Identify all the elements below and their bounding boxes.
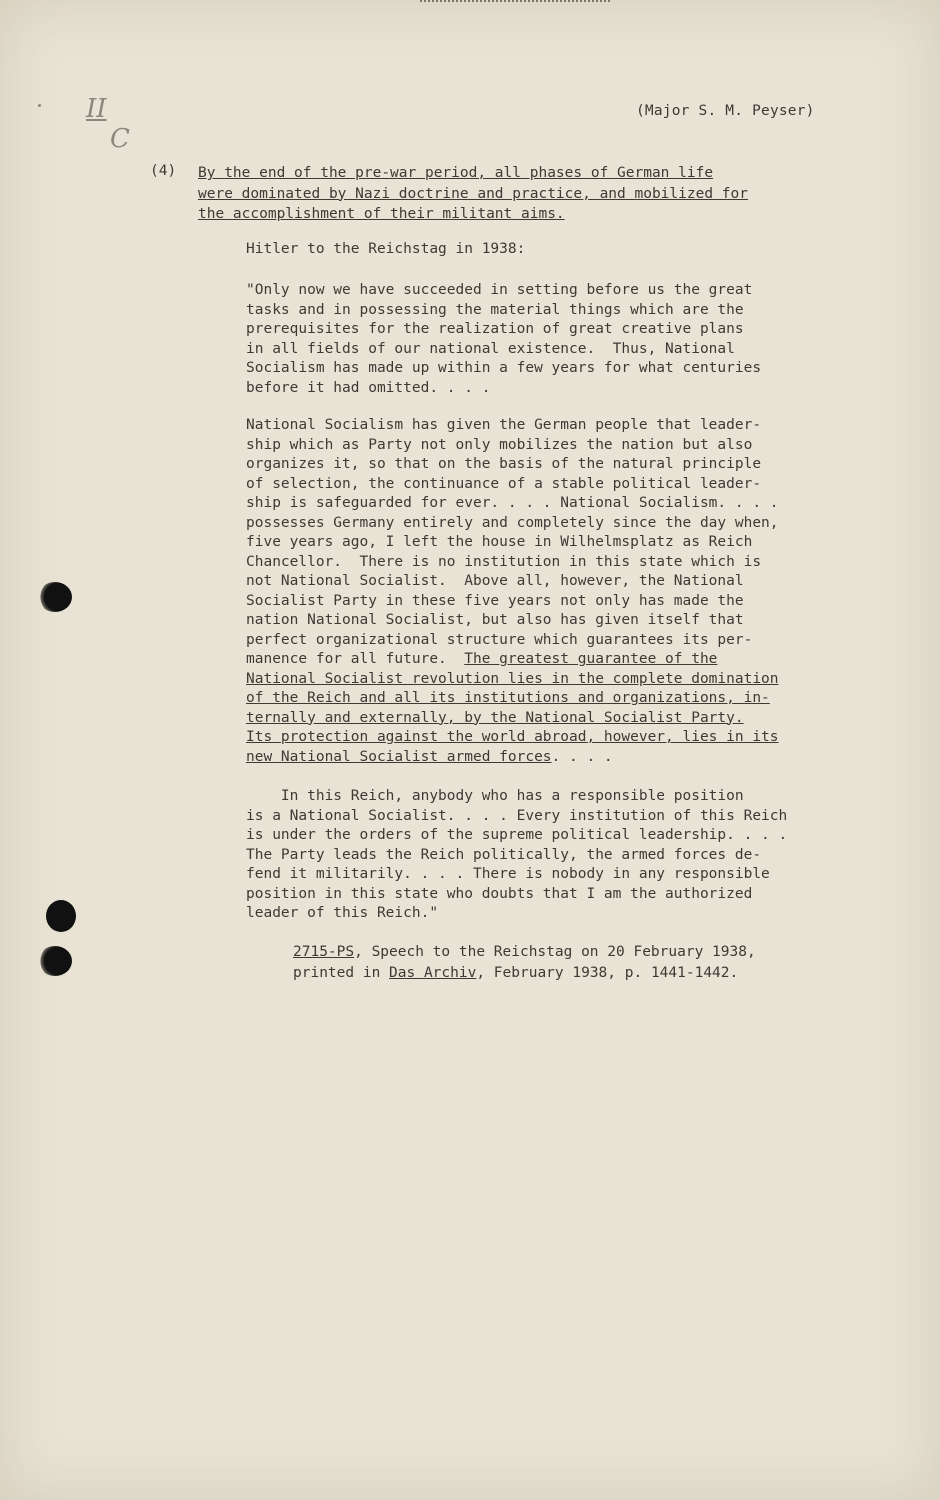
text-line: The Party leads the Reich politically, the armed forces de- bbox=[246, 846, 762, 863]
handwritten-mark-sub: C bbox=[110, 124, 130, 154]
citation-doc-id: 2715-PS bbox=[293, 944, 355, 960]
citation-line bbox=[293, 963, 756, 984]
heading-line: the accomplishment of their militant aims. bbox=[198, 206, 565, 222]
heading-line: were dominated by Nazi doctrine and practice, and mobilized for bbox=[198, 185, 748, 202]
text-segment: manence for all future. bbox=[246, 651, 465, 667]
top-edge-marks bbox=[420, 0, 610, 5]
underlined-line: of the Reich and all its institutions and organizations, in- bbox=[246, 690, 770, 706]
text-line: organizes it, so that on the basis of the natural principle bbox=[246, 456, 762, 472]
text-line: nation National Socialist, but also has given itself that bbox=[246, 612, 744, 628]
quote-paragraph-3 bbox=[246, 787, 866, 924]
text-line: possesses Germany entirely and completely since the day when, bbox=[246, 514, 779, 531]
margin-tick-mark bbox=[38, 104, 41, 107]
heading-line: By the end of the pre-war period, all phases of German life bbox=[198, 165, 714, 181]
text-line: is a National Socialist. . . . Every institution of this Reich bbox=[246, 807, 788, 824]
quote-paragraph-1 bbox=[246, 281, 866, 398]
text-line: tasks and in possessing the material things which are the bbox=[246, 301, 744, 318]
citation-text: , February 1938, p. 1441-1442. bbox=[476, 965, 739, 981]
text-line: is under the orders of the supreme political leadership. . . . bbox=[246, 827, 788, 843]
text-segment: . . . . bbox=[551, 748, 613, 765]
quote-paragraph-2 bbox=[246, 416, 866, 767]
text-line: not National Socialist. Above all, however, the National bbox=[246, 573, 744, 589]
text-line: prerequisites for the realization of great creative plans bbox=[246, 321, 744, 337]
underlined-line: ternally and externally, by the National Socialist Party. bbox=[246, 709, 744, 726]
author-attribution: (Major S. M. Peyser) bbox=[636, 103, 815, 119]
underlined-segment: new National Socialist armed forces bbox=[246, 748, 552, 765]
text-line: "Only now we have succeeded in setting before us the great bbox=[246, 282, 753, 298]
underlined-line: Its protection against the world abroad, however, lies in its bbox=[246, 729, 779, 745]
citation-text: printed in bbox=[293, 965, 390, 981]
text-line: in all fields of our national existence. Thus, National bbox=[246, 340, 735, 357]
text-line: Chancellor. There is no institution in this state which is bbox=[246, 553, 762, 570]
text-line: five years ago, I left the house in Wilhelmsplatz as Reich bbox=[246, 534, 753, 550]
text-line-mixed bbox=[246, 650, 866, 670]
punch-hole bbox=[38, 946, 72, 976]
underlined-segment: The greatest guarantee of the bbox=[464, 651, 718, 667]
citation-text: , Speech to the Reichstag on 20 February 1938, bbox=[354, 944, 756, 960]
text-line: ship is safeguarded for ever. . . . National Socialism. . . . bbox=[246, 495, 779, 511]
punch-hole bbox=[38, 582, 72, 612]
citation-source: Das Archiv bbox=[389, 965, 477, 981]
text-line: In this Reich, anybody who has a responsible position bbox=[246, 788, 744, 804]
section-number: (4) bbox=[150, 163, 177, 179]
text-line: before it had omitted. . . . bbox=[246, 379, 491, 396]
text-line-mixed bbox=[246, 748, 866, 768]
text-line: position in this state who doubts that I am the authorized bbox=[246, 885, 753, 902]
text-line: of selection, the continuance of a stable political leader- bbox=[246, 475, 762, 492]
quote-intro: Hitler to the Reichstag in 1938: bbox=[246, 241, 526, 257]
citation-line bbox=[293, 942, 756, 963]
text-line: ship which as Party not only mobilizes the nation but also bbox=[246, 436, 753, 453]
citation bbox=[293, 942, 756, 984]
handwritten-mark: II bbox=[86, 94, 107, 124]
section-heading bbox=[198, 163, 838, 225]
text-line: perfect organizational structure which guarantees its per- bbox=[246, 631, 753, 648]
text-line: fend it militarily. . . . There is nobody in any responsible bbox=[246, 866, 770, 882]
text-line: National Socialism has given the German people that leader- bbox=[246, 417, 762, 433]
punch-hole bbox=[46, 900, 76, 932]
text-line: leader of this Reich." bbox=[246, 905, 439, 921]
underlined-line: National Socialist revolution lies in the complete domination bbox=[246, 670, 779, 687]
text-line: Socialism has made up within a few years for what centuries bbox=[246, 360, 762, 376]
text-line: Socialist Party in these five years not only has made the bbox=[246, 592, 744, 609]
